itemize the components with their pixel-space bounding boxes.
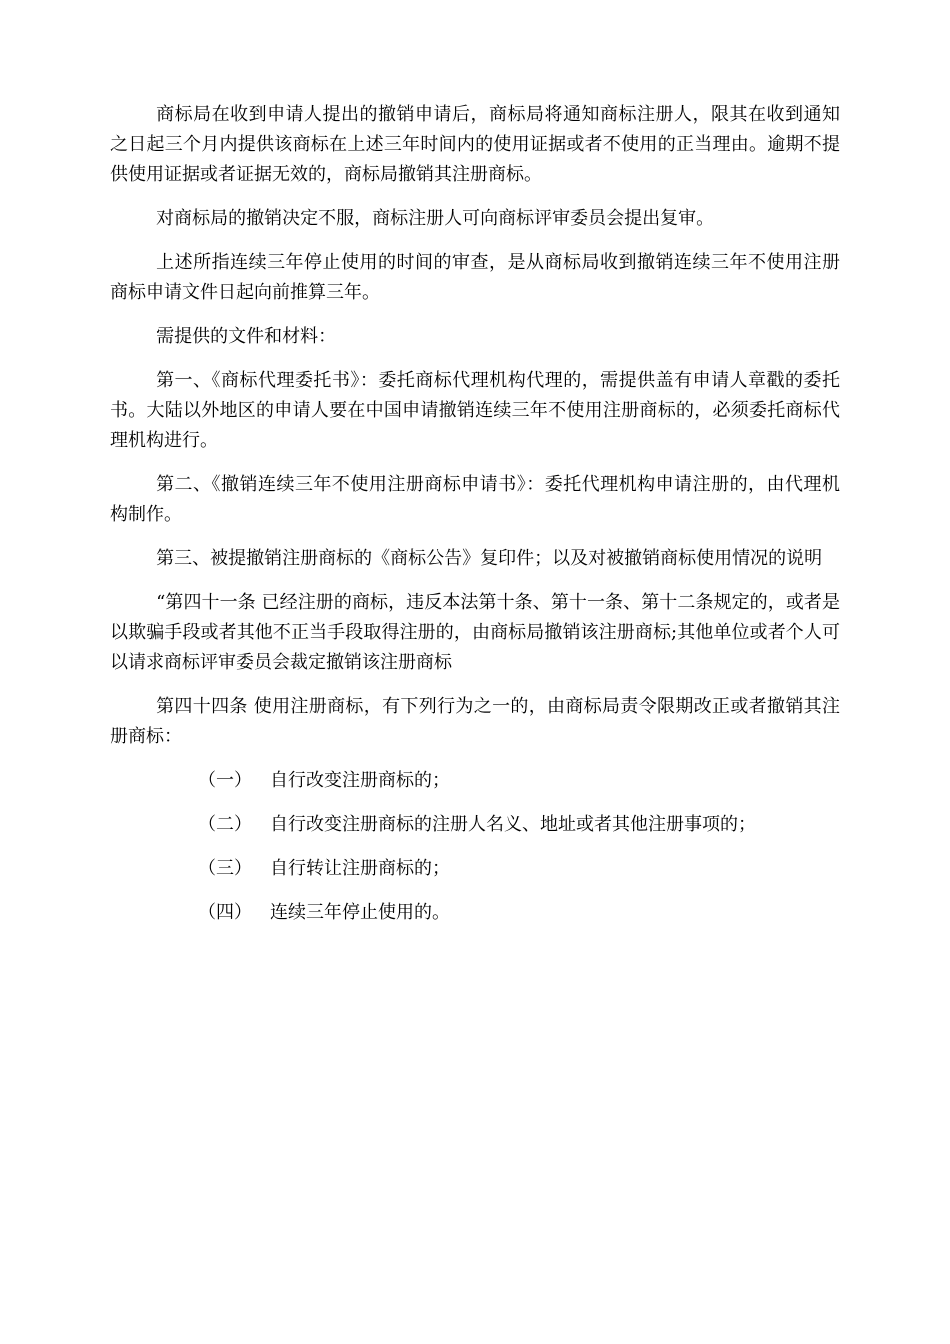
list-item [110,854,840,884]
paragraph-review: 对商标局的撤销决定不服，商标注册人可向商标评审委员会提出复审。 [156,208,715,229]
paragraph-item-two: 第二、《撤销连续三年不使用注册商标申请书》：委托代理机构申请注册的，由代理机构制作。 [110,474,840,525]
list-item-text: 自行改变注册商标的注册人名义、地址或者其他注册事项的； [270,814,756,835]
list-item-text: 自行转让注册商标的； [270,858,450,879]
list-item-text: 连续三年停止使用的。 [270,902,450,923]
paragraph-article-44: 第四十四条 使用注册商标，有下列行为之一的，由商标局责令限期改正或者撤销其注册商标： [110,696,840,747]
paragraph-item-three: 第三、被提撤销注册商标的《商标公告》复印件；以及对被撤销商标使用情况的说明 [156,548,823,569]
list-item-number: （二） [198,814,252,835]
paragraph-article-41: “第四十一条 已经注册的商标，违反本法第十条、第十一条、第十二条规定的，或者是以欺骗手段或者其他不正当手段取得注册的，由商标局撤销该注册商标;其他单位或者个人可以请求商标评审委员会裁定撤销该注册商标 [110,592,840,673]
list-item [110,810,840,840]
document-body [110,100,840,942]
paragraph-revocation-notice: 商标局在收到申请人提出的撤销申请后，商标局将通知商标注册人，限其在收到通知之日起三个月内提供该商标在上述三年时间内的使用证据或者不使用的正当理由。逾期不提供使用证据或者证据无效的，商标局撤销其注册商标。 [110,104,840,185]
list-item-number: （三） [198,858,252,879]
list-item-text: 自行改变注册商标的； [270,770,450,791]
list-item [110,766,840,796]
paragraph-required-materials: 需提供的文件和材料： [156,326,337,347]
paragraph-item-one: 第一、《商标代理委托书》：委托商标代理机构代理的，需提供盖有申请人章戳的委托书。大陆以外地区的申请人要在中国申请撤销连续三年不使用注册商标的，必须委托商标代理机构进行。 [110,370,840,451]
list-item [110,898,840,928]
paragraph-time-calculation: 上述所指连续三年停止使用的时间的审查，是从商标局收到撤销连续三年不使用注册商标申请文件日起向前推算三年。 [110,252,840,303]
list-item-number: （四） [198,902,252,923]
list-item-number: （一） [198,770,252,791]
